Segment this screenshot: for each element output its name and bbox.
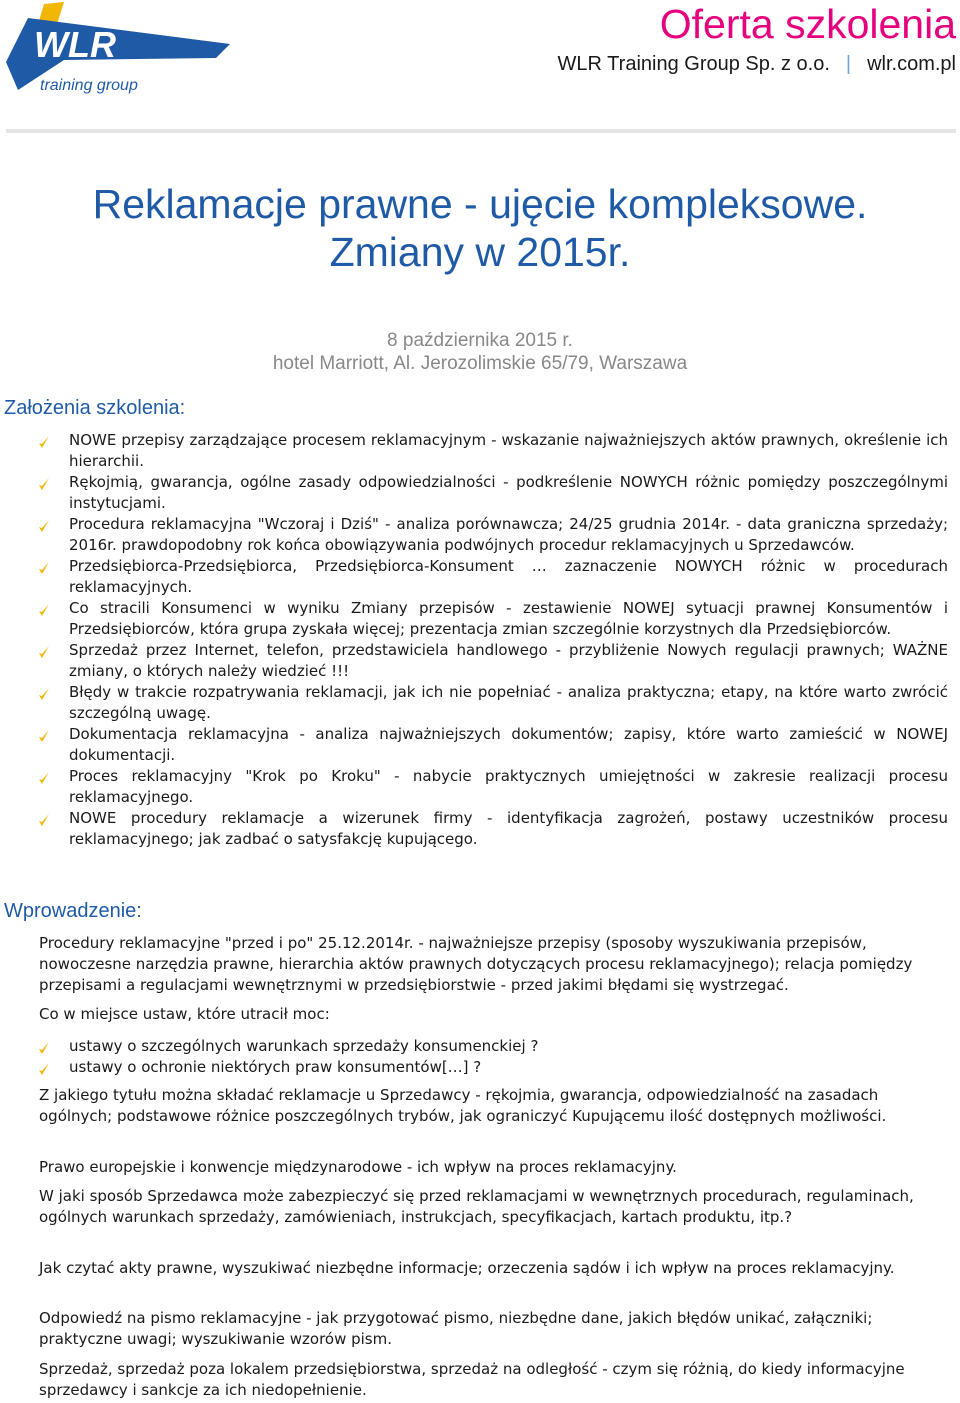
check-tick-icon	[38, 1041, 50, 1055]
list-item-text: NOWE przepisy zarządzające procesem reklamacyjnym - wskazanie najważniejszych aktów prawnych, określenie ich hierarchii.	[69, 431, 948, 470]
check-tick-icon	[38, 477, 50, 491]
separator: |	[845, 53, 852, 75]
check-tick-icon	[38, 603, 50, 617]
list-item-text: Błędy w trakcie rozpatrywania reklamacji, jak ich nie popełniać - analiza praktyczna; etapy, na które warto zwrócić szczególną uwagę.	[69, 683, 948, 722]
check-tick-icon	[38, 729, 50, 743]
title-line-1: Reklamacje prawne - ujęcie kompleksowe.	[92, 181, 868, 227]
check-tick-icon	[38, 813, 50, 827]
list-item-text: Dokumentacja reklamacyjna - analiza najważniejszych dokumentów; zapisy, które warto zamieścić w NOWEJ dokumentacji.	[69, 725, 948, 764]
event-date: 8 października 2015 r.	[387, 330, 573, 351]
check-tick-icon	[38, 561, 50, 575]
list-item-text: ustawy o ochronie niektórych praw konsumentów[…] ?	[69, 1058, 482, 1076]
intro-heading: Wprowadzenie:	[4, 900, 142, 922]
logo-text: WLR	[34, 24, 116, 65]
event-info	[0, 329, 960, 375]
website-link[interactable]: wlr.com.pl	[867, 53, 956, 75]
event-venue: hotel Marriott, Al. Jerozolimskie 65/79, Warszawa	[272, 353, 688, 374]
repealed-acts-list	[38, 1036, 948, 1078]
check-tick-icon	[38, 645, 50, 659]
list-item-text: Sprzedaż przez Internet, telefon, przedstawiciela handlowego - przybliżenie Nowych regulacji prawnych; WAŻNE zmiany, o których należy wiedzieć !!!	[69, 641, 948, 680]
list-item	[38, 808, 948, 850]
list-item	[38, 430, 948, 472]
list-item	[38, 514, 948, 556]
offer-title: Oferta szkolenia	[659, 1, 956, 47]
check-tick-icon	[38, 519, 50, 533]
list-item-text: Co stracili Konsumenci w wyniku Zmiany przepisów - zestawienie NOWEJ sytuacji prawnej Konsumentów i Przedsiębiorców, która grupa zyskała więcej; prezentacja zmian szczególnie korzystnych dla Przedsiębiorców.	[69, 599, 948, 638]
list-item	[38, 766, 948, 808]
logo-subtext: training group	[40, 77, 138, 94]
list-item-text: Proces reklamacyjny "Krok po Kroku" - nabycie praktycznych umiejętności w zakresie realizacji procesu reklamacyjnego.	[69, 767, 948, 806]
list-item	[38, 724, 948, 766]
training-title	[0, 180, 960, 276]
check-tick-icon	[38, 771, 50, 785]
wlr-logo	[4, 0, 234, 100]
check-tick-icon	[38, 687, 50, 701]
check-tick-icon	[38, 1062, 50, 1076]
intro-paragraph: Z jakiego tytułu można składać reklamacje u Sprzedawcy - rękojmia, gwarancja, odpowiedzialność na zasadach ogólnych; podstawowe różnice poszczególnych trybów, jak ograniczyć Kupującemu ilość dostępnych możliwości.	[39, 1086, 887, 1125]
list-item	[38, 640, 948, 682]
list-item	[38, 682, 948, 724]
company-name: WLR Training Group Sp. z o.o.	[557, 53, 830, 75]
intro-paragraph: Co w miejsce ustaw, które utracił moc:	[39, 1005, 330, 1023]
list-item-text: Rękojmią, gwarancja, ogólne zasady odpowiedzialności - podkreślenie NOWYCH różnic pomiędzy poszczególnymi instytucjami.	[69, 473, 948, 512]
assumptions-heading: Założenia szkolenia:	[4, 397, 186, 419]
list-item	[38, 472, 948, 514]
list-item-text: NOWE procedury reklamacje a wizerunek firmy - identyfikacja zagrożeń, postawy uczestników procesu reklamacyjnego; jak zadbać o satysfakcję kupującego.	[69, 809, 948, 848]
list-item	[38, 598, 948, 640]
intro-paragraph: Odpowiedź na pismo reklamacyjne - jak przygotować pismo, niezbędne dane, jakich błędów unikać, załączniki; praktyczne uwagi; wyszukiwanie wzorów pism.	[39, 1309, 873, 1348]
list-item	[38, 1057, 948, 1078]
intro-paragraph: Prawo europejskie i konwencje międzynarodowe - ich wpływ na proces reklamacyjny.	[39, 1158, 677, 1176]
list-item	[38, 556, 948, 598]
list-item	[38, 1036, 948, 1057]
intro-paragraph: Jak czytać akty prawne, wyszukiwać niezbędne informacje; orzeczenia sądów i ich wpływ na proces reklamacyjny.	[39, 1259, 895, 1277]
list-item-text: Przedsiębiorca-Przedsiębiorca, Przedsiębiorca-Konsument … zaznaczenie NOWYCH różnic w procedurach reklamacyjnych.	[69, 557, 948, 596]
check-tick-icon	[38, 435, 50, 449]
company-line	[558, 51, 956, 77]
assumptions-list	[38, 430, 948, 850]
list-item-text: ustawy o szczególnych warunkach sprzedaży konsumenckiej ?	[69, 1037, 539, 1055]
intro-paragraph: W jaki sposób Sprzedawca może zabezpieczyć się przed reklamacjami w wewnętrznych procedurach, regulaminach, ogólnych warunkach sprzedaży, zamówieniach, instrukcjach, specyfikacjach, kartach produktu, itp.?	[39, 1187, 914, 1226]
intro-paragraph: Sprzedaż, sprzedaż poza lokalem przedsiębiorstwa, sprzedaż na odległość - czym się różnią, do kiedy informacyjne sprzedawcy i sankcje za ich niedopełnienie.	[39, 1360, 905, 1399]
list-item-text: Procedura reklamacyjna "Wczoraj i Dziś" - analiza porównawcza; 24/25 grudnia 2014r. - data graniczna sprzedaży; 2016r. prawdopodobny rok końca obowiązywania podwójnych procedur reklamacyjnych u Sprzedawców.	[69, 515, 948, 554]
header-divider	[6, 129, 956, 133]
intro-paragraph: Procedury reklamacyjne "przed i po" 25.12.2014r. - najważniejsze przepisy (sposoby wyszukiwania przepisów, nowoczesne narzędzia prawne, hierarchia aktów prawnych dotyczących procesu reklamacyjnego); relacja pomiędzy przepisami a regulacjami wewnętrznymi w przedsiębiorstwie - przed jakimi błędami się wystrzegać.	[39, 934, 913, 994]
title-line-2: Zmiany w 2015r.	[329, 229, 631, 275]
